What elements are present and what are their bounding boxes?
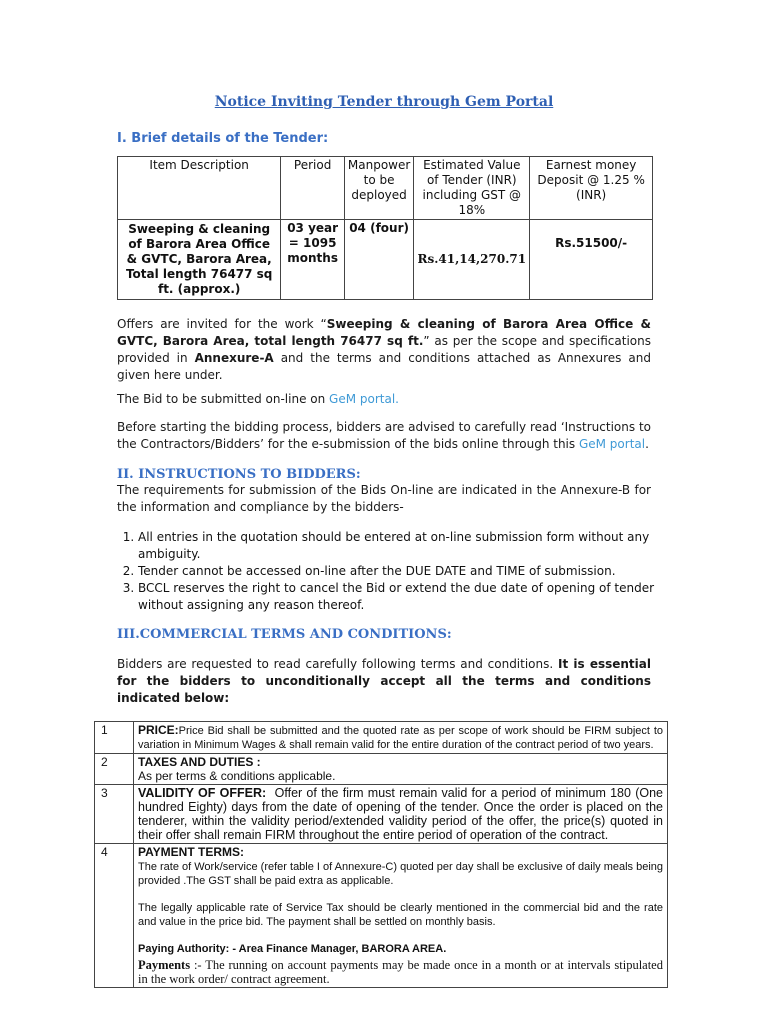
table-row (95, 722, 668, 754)
cell-value: Rs.41,14,270.71 (414, 220, 530, 300)
table-row (95, 844, 668, 988)
table-row (95, 754, 668, 785)
gem-portal-link[interactable]: GeM portal. (329, 392, 399, 406)
term-price: PRICE:Price Bid shall be submitted and the quoted rate as per scope of work should be FIRM subject to variation in Minimum Wages & shall remain valid for the entire duration of the contract period of two years. (134, 722, 668, 754)
term-payment: PAYMENT TERMS: The rate of Work/service (refer table I of Annexure-C) quoted per day shall be exclusive of daily meals being provided .The GST shall be paid extra as applicable. The legally applicable rate of Service Tax should be clearly mentioned in the commercial bid and the rate and value in the price bid. The payment shall be settled on monthly basis. Paying Authority: - Area Finance Manager, BARORA AREA. Payments :- The running on account payments may be made once in a month or at intervals stipulated in the work order/ contract agreement. (134, 844, 668, 988)
list-item: 3. BCCL reserves the right to cancel the Bid or extend the due date of opening of tender without assigning any reason thereof. (138, 580, 672, 614)
section-3-heading: III.COMMERCIAL TERMS AND CONDITIONS: (117, 627, 452, 642)
instructions-list (117, 529, 672, 614)
table-row (95, 785, 668, 844)
cell-period: 03 year = 1095 months (281, 220, 345, 300)
header-manpower: Manpower to be deployed (344, 157, 413, 220)
header-emd: Earnest money Deposit @ 1.25 % (INR) (530, 157, 653, 220)
term-validity: VALIDITY OF OFFER: Offer of the firm must remain valid for a period of minimum 180 (One hundred Eighty) days from the date of opening of the tender. Once the order is placed on the tenderer, within the validity period/extended validity period of the offer, the price(s) quoted in their offer shall remain FIRM throughout the entire period of operation of the contract. (134, 785, 668, 844)
offers-paragraph: Offers are invited for the work “Sweeping & cleaning of Barora Area Office & GVTC, Barora Area, total length 76477 sq ft.” as per the scope and specifications provided in Annexure-A and the terms and conditions attached as Annexures and given here under. (117, 317, 651, 382)
term-number: 4 (95, 844, 134, 988)
cell-manpower: 04 (four) (344, 220, 413, 300)
table-header-row (118, 157, 653, 220)
cell-emd: Rs.51500/- (530, 220, 653, 300)
term-taxes: TAXES AND DUTIES : As per terms & conditions applicable. (134, 754, 668, 785)
header-estimated-value: Estimated Value of Tender (INR) including GST @ 18% (414, 157, 530, 220)
header-period: Period (281, 157, 345, 220)
gem-portal-link-2[interactable]: GeM portal (578, 437, 646, 451)
commercial-intro: Bidders are requested to read carefully following terms and conditions. It is essential for the bidders to unconditionally accept all the terms and conditions indicated below: (117, 657, 651, 705)
terms-table (94, 721, 668, 988)
term-number: 1 (95, 722, 134, 754)
tender-details-table (117, 156, 653, 300)
before-start-paragraph: Before starting the bidding process, bidders are advised to carefully read ‘Instructions to the Contractors/Bidders’ for the e-submission of the bids online through this GeM portal. (117, 420, 651, 451)
cell-item: Sweeping & cleaning of Barora Area Office & GVTC, Barora Area, Total length 76477 sq ft. (approx.) (118, 220, 281, 300)
list-item: 1. All entries in the quotation should be entered at on-line submission form without any ambiguity. (138, 529, 672, 563)
bid-online-paragraph: The Bid to be submitted on-line on GeM portal. (117, 392, 399, 406)
instructions-intro: The requirements for submission of the Bids On-line are indicated in the Annexure-B for the information and compliance by the bidders- (117, 483, 651, 514)
section-2-heading: II. INSTRUCTIONS TO BIDDERS: (117, 467, 361, 482)
document-title: Notice Inviting Tender through Gem Portal (214, 94, 554, 110)
section-1-heading: I. Brief details of the Tender: (117, 131, 329, 146)
header-item-description: Item Description (118, 157, 281, 220)
term-number: 3 (95, 785, 134, 844)
list-item: 2. Tender cannot be accessed on-line after the DUE DATE and TIME of submission. (138, 563, 672, 580)
table-row (118, 220, 653, 300)
term-number: 2 (95, 754, 134, 785)
